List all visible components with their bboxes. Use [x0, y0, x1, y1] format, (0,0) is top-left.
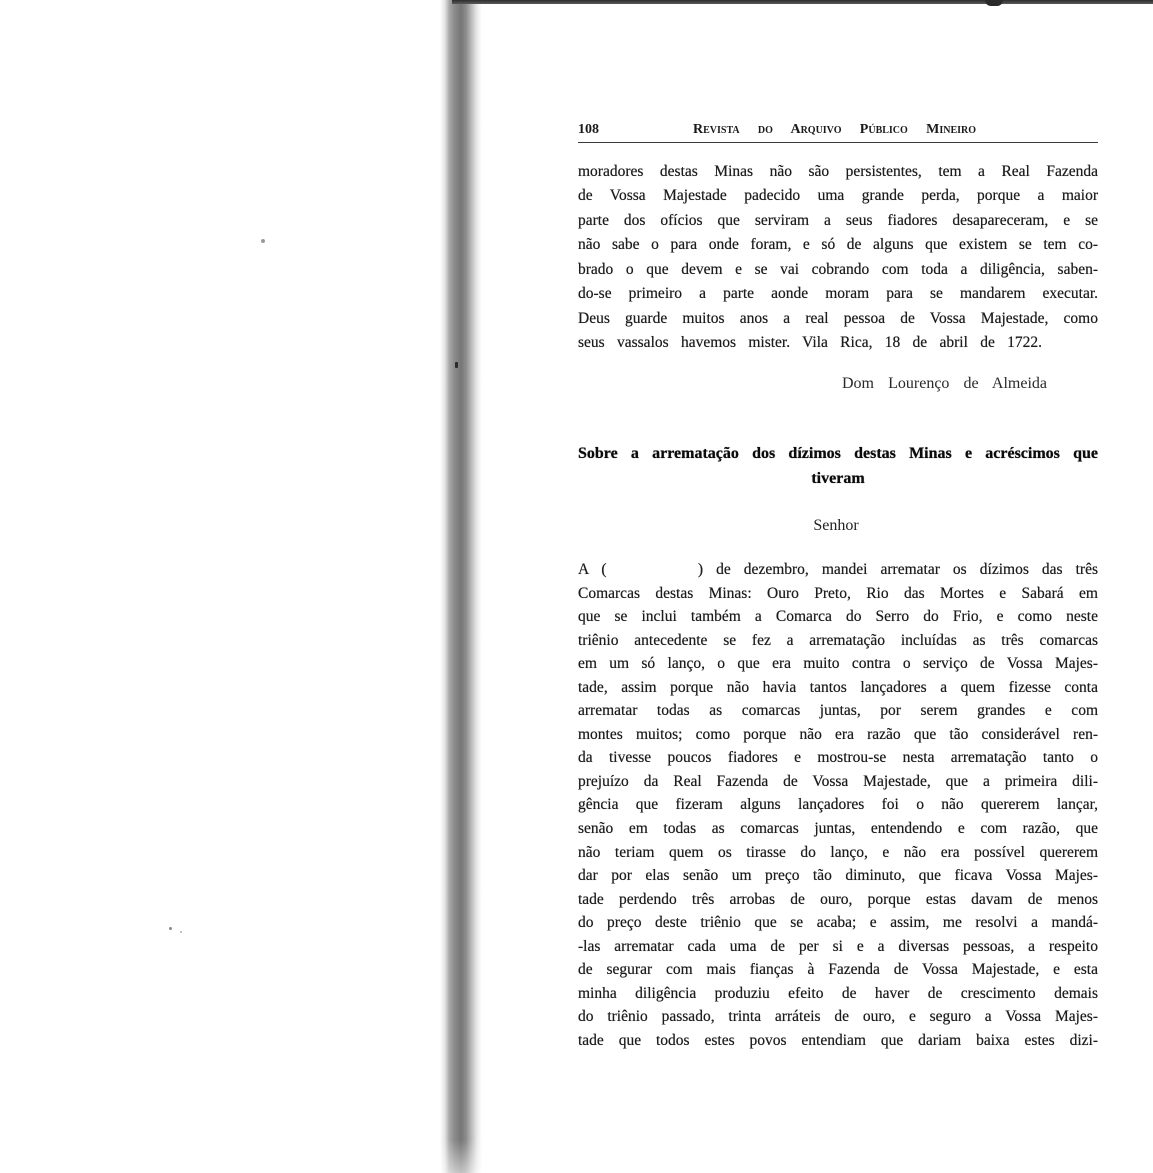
text-line: seus vassalos havemos mister. Vila Rica, 18 de abril de 1722. [578, 334, 1042, 352]
text-line: tade, assim porque não havia tantos lançadores a quem fizesse conta [578, 678, 1098, 696]
left-page-blank [0, 0, 446, 1173]
text-line: minha diligência produziu efeito de haver de crescimento demais [578, 984, 1098, 1002]
text-line: Deus guarde muitos anos a real pessoa de Vossa Majestade, como [578, 309, 1098, 327]
text-line: triênio antecedente se fez a arrematação incluídas as três comarcas [578, 631, 1098, 649]
letter2-body [578, 558, 1098, 1052]
text-line: tade que todos estes povos entendiam que dariam baixa estes dizi- [578, 1031, 1098, 1049]
text-line: moradores destas Minas não são persistentes, tem a Real Fazenda [578, 163, 1098, 180]
running-title: Revista do Arquivo Público Mineiro [693, 122, 976, 137]
text-line: dar por elas senão um preço tão diminuto, que ficava Vossa Majes- [578, 867, 1098, 885]
text-line: Comarcas destas Minas: Ouro Preto, Rio das Mortes e Sabará em [578, 584, 1098, 602]
text-line: parte dos ofícios que serviram a seus fiadores desapareceram, e se [578, 211, 1098, 229]
text-line: em um só lanço, o que era muito contra o serviço de Vossa Majes- [578, 655, 1098, 673]
text-line: senão em todas as comarcas juntas, entendendo e com razão, que [578, 820, 1098, 838]
page-top-edge-mark [985, 0, 1003, 6]
header-rule [578, 142, 1098, 143]
text-line: A ( ) de dezembro, mandei arrematar os dízimos das três [578, 561, 1098, 578]
letter2-salutation: Senhor [813, 517, 859, 534]
text-line: não sabe o para onde foram, e só de alguns que existem se tem co- [578, 236, 1098, 254]
paper-speck [169, 927, 172, 930]
text-line: tade perdendo três arrobas de ouro, porque estas davam de menos [578, 890, 1098, 908]
letter1-body [578, 160, 1098, 356]
letter1-signature: Dom Lourenço de Almeida [842, 375, 1047, 392]
text-line: montes muitos; como porque não era razão que tão considerável ren- [578, 725, 1098, 743]
text-line: prejuízo da Real Fazenda de Vossa Majestade, que a primeira dili- [578, 772, 1098, 790]
text-line: de Vossa Majestade padecido uma grande perda, porque a maior [578, 187, 1098, 205]
text-line: brado o que devem e se vai cobrando com toda a diligência, saben- [578, 260, 1098, 278]
paper-speck [455, 362, 458, 368]
page-top-edge [452, 0, 1153, 4]
letter2-title-line: Sobre a arrematação dos dízimos destas Minas e acréscimos que [578, 445, 1098, 462]
paper-speck [261, 239, 265, 243]
text-line: do triênio passado, trinta arráteis de ouro, e seguro a Vossa Majes- [578, 1008, 1098, 1026]
text-line: de segurar com mais fianças à Fazenda de Vossa Majestade, e esta [578, 961, 1098, 979]
text-line: -las arrematar cada uma de per si e a diversas pessoas, a respeito [578, 937, 1098, 955]
text-line: arrematar todas as comarcas juntas, por serem grandes e com [578, 702, 1098, 720]
book-gutter-shadow [440, 0, 482, 1173]
letter2-title-line: tiveram [811, 470, 865, 487]
text-line: da tivesse poucos fiadores e mostrou-se nesta arrematação tanto o [578, 749, 1098, 767]
gutter-bottom-fade [440, 1140, 482, 1173]
text-line: gência que fizeram alguns lançadores foi o não quererem lançar, [578, 796, 1098, 814]
text-line: do-se primeiro a parte aonde moram para se mandarem executar. [578, 285, 1098, 303]
page-number: 108 [578, 122, 599, 137]
paper-speck [180, 931, 182, 933]
text-line: não teriam quem os tirasse do lanço, e não era possível quererem [578, 843, 1098, 861]
text-line: que se inclui também a Comarca do Serro do Frio, e como neste [578, 608, 1098, 626]
text-line: do preço deste triênio que se acaba; e assim, me resolvi a mandá- [578, 914, 1098, 932]
